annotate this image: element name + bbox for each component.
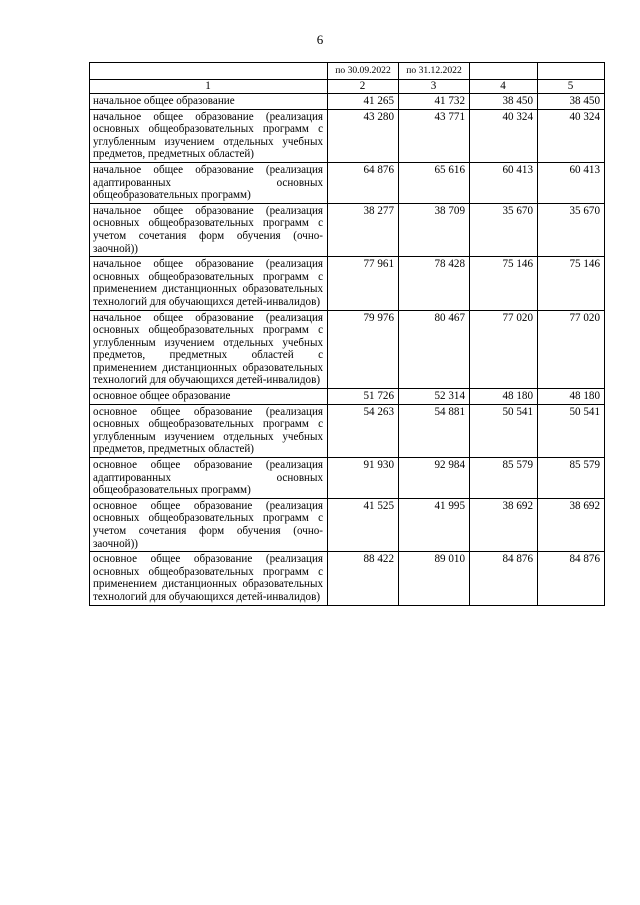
row-label-cell: основное общее образование (реализация основных общеобразовательных программ с учетом сочетания форм обучения (очно-заочной)): [90, 498, 328, 551]
column-number-cell: 4: [470, 80, 538, 94]
value-cell: 52 314: [399, 389, 470, 405]
table-row: [90, 203, 605, 256]
header-cell: по 31.12.2022: [399, 63, 470, 80]
row-label-cell: основное общее образование (реализация основных общеобразовательных программ с углубленным изучением отдельных учебных предметов, предметных областей): [90, 404, 328, 457]
value-cell: 38 277: [328, 203, 399, 256]
row-label-cell: основное общее образование (реализация адаптированных основных общеобразовательных программ): [90, 458, 328, 499]
value-cell: 40 324: [538, 109, 605, 162]
value-cell: 88 422: [328, 552, 399, 605]
table-row: [90, 162, 605, 203]
value-cell: 78 428: [399, 257, 470, 310]
table-row: [90, 389, 605, 405]
row-label-cell: основное общее образование: [90, 389, 328, 405]
value-cell: 84 876: [538, 552, 605, 605]
value-cell: 75 146: [470, 257, 538, 310]
header-cell: [90, 63, 328, 80]
value-cell: 38 692: [538, 498, 605, 551]
value-cell: 77 961: [328, 257, 399, 310]
value-cell: 38 692: [470, 498, 538, 551]
row-label-cell: начальное общее образование (реализация основных общеобразовательных программ с углубленным изучением отдельных учебных предметов, предметных областей с применением дистанционных образовательных технологий для обучающихся детей-инвалидов): [90, 310, 328, 389]
row-label-cell: начальное общее образование: [90, 94, 328, 110]
row-label-cell: начальное общее образование (реализация адаптированных основных общеобразовательных программ): [90, 162, 328, 203]
value-cell: 54 881: [399, 404, 470, 457]
value-cell: 38 450: [538, 94, 605, 110]
column-number-cell: 5: [538, 80, 605, 94]
table-row: [90, 257, 605, 310]
row-label-cell: основное общее образование (реализация основных общеобразовательных программ с применением дистанционных образовательных технологий для обучающихся детей-инвалидов): [90, 552, 328, 605]
table-row: [90, 404, 605, 457]
column-number-cell: 2: [328, 80, 399, 94]
value-cell: 38 709: [399, 203, 470, 256]
value-cell: 85 579: [470, 458, 538, 499]
value-cell: 50 541: [470, 404, 538, 457]
value-cell: 43 771: [399, 109, 470, 162]
table-row: [90, 552, 605, 605]
table-body: [90, 63, 605, 606]
value-cell: 65 616: [399, 162, 470, 203]
value-cell: 51 726: [328, 389, 399, 405]
header-cell: [470, 63, 538, 80]
value-cell: 50 541: [538, 404, 605, 457]
value-cell: 85 579: [538, 458, 605, 499]
header-cell: [538, 63, 605, 80]
value-cell: 41 732: [399, 94, 470, 110]
value-cell: 35 670: [538, 203, 605, 256]
table-row: [90, 109, 605, 162]
row-label-cell: начальное общее образование (реализация основных общеобразовательных программ с применением дистанционных образовательных технологий для обучающихся детей-инвалидов): [90, 257, 328, 310]
value-cell: 48 180: [538, 389, 605, 405]
value-cell: 35 670: [470, 203, 538, 256]
value-cell: 84 876: [470, 552, 538, 605]
value-cell: 79 976: [328, 310, 399, 389]
value-cell: 75 146: [538, 257, 605, 310]
value-cell: 41 265: [328, 94, 399, 110]
value-cell: 80 467: [399, 310, 470, 389]
row-label-cell: начальное общее образование (реализация основных общеобразовательных программ с углубленным изучением отдельных учебных предметов, предметных областей): [90, 109, 328, 162]
header-cell: по 30.09.2022: [328, 63, 399, 80]
value-cell: 40 324: [470, 109, 538, 162]
table-row: [90, 94, 605, 110]
value-cell: 41 995: [399, 498, 470, 551]
value-cell: 41 525: [328, 498, 399, 551]
value-cell: 91 930: [328, 458, 399, 499]
value-cell: 54 263: [328, 404, 399, 457]
header-row: [90, 63, 605, 80]
column-number-row: [90, 80, 605, 94]
table-row: [90, 310, 605, 389]
value-cell: 77 020: [538, 310, 605, 389]
value-cell: 48 180: [470, 389, 538, 405]
data-table: [89, 62, 605, 606]
value-cell: 60 413: [538, 162, 605, 203]
table-row: [90, 458, 605, 499]
row-label-cell: начальное общее образование (реализация основных общеобразовательных программ с учетом сочетания форм обучения (очно-заочной)): [90, 203, 328, 256]
value-cell: 60 413: [470, 162, 538, 203]
value-cell: 38 450: [470, 94, 538, 110]
page-number: 6: [316, 32, 324, 47]
value-cell: 64 876: [328, 162, 399, 203]
value-cell: 43 280: [328, 109, 399, 162]
table-row: [90, 498, 605, 551]
value-cell: 92 984: [399, 458, 470, 499]
column-number-cell: 3: [399, 80, 470, 94]
value-cell: 89 010: [399, 552, 470, 605]
column-number-cell: 1: [90, 80, 328, 94]
value-cell: 77 020: [470, 310, 538, 389]
